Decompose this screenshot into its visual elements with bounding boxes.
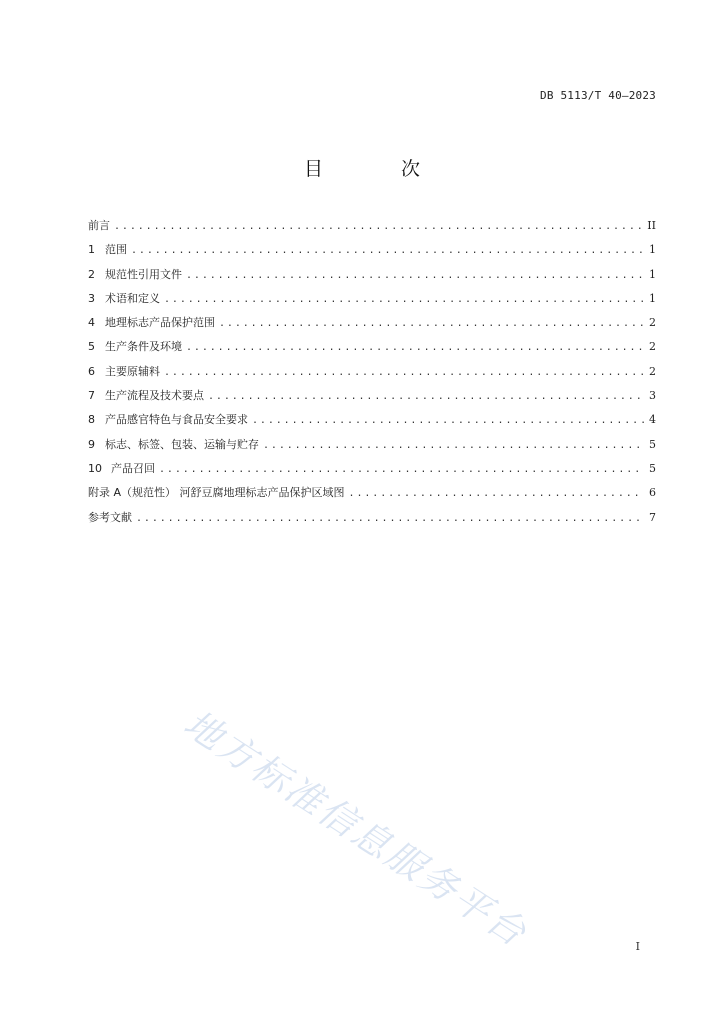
watermark: 地方标准信息服务平台 (176, 701, 536, 956)
toc-entry-number: 6 (88, 364, 95, 378)
toc-entry-7[interactable] (88, 388, 656, 412)
toc-entry-label: 前言 (88, 219, 110, 232)
toc-entry-bibliography[interactable] (88, 510, 656, 534)
toc-entry-page: II (647, 219, 656, 232)
toc-entry-number: 5 (88, 340, 95, 354)
dot-leader (164, 365, 644, 381)
toc-entry-label: 主要原辅料 (105, 364, 160, 378)
toc-title: 目 次 (303, 158, 457, 180)
toc-entry-number: 10 (88, 461, 102, 475)
toc-entry-number: 7 (88, 389, 95, 403)
dot-leader (164, 292, 644, 308)
toc-entry-label: 规范性引用文件 (105, 267, 182, 281)
toc-entry-number: 3 (88, 291, 95, 305)
dot-leader (114, 219, 643, 235)
toc-entry-page: 4 (649, 413, 656, 427)
toc-entry-appendix-a[interactable] (88, 485, 656, 509)
page-number: I (635, 940, 640, 953)
toc-entry-9[interactable] (88, 437, 656, 461)
toc-entry-label: 产品召回 (111, 461, 155, 475)
toc-entry-label: 术语和定义 (105, 291, 160, 305)
toc-entry-page: 1 (649, 267, 656, 281)
toc-entry-page: 2 (649, 340, 656, 354)
toc-entry-label: 地理标志产品保护范围 (105, 316, 215, 330)
toc-entry-label: 产品感官特色与食品安全要求 (105, 413, 248, 427)
toc-entry-page: 2 (649, 316, 656, 330)
dot-leader (131, 243, 644, 259)
toc-entry-page: 3 (649, 389, 656, 403)
dot-leader (186, 268, 644, 284)
toc-entry-2[interactable] (88, 267, 656, 291)
toc-entry-number: 1 (88, 243, 95, 257)
dot-leader (349, 486, 644, 502)
toc-entry-8[interactable] (88, 412, 656, 436)
toc-entry-number: 8 (88, 413, 95, 427)
toc-entry-page: 7 (649, 510, 656, 524)
toc-entry-number: 4 (88, 316, 95, 330)
dot-leader (252, 413, 644, 429)
toc-entry-3[interactable] (88, 291, 656, 315)
dot-leader (219, 316, 644, 332)
toc-entry-label: 生产条件及环境 (105, 340, 182, 354)
document-code: DB 5113/T 40—2023 (540, 89, 656, 102)
toc-entry-label: 附录 A（规范性） 河舒豆腐地理标志产品保护区域图 (88, 486, 345, 500)
toc-entry-10[interactable] (88, 461, 656, 485)
toc-entry-foreword[interactable] (88, 218, 656, 242)
toc-entry-number: 9 (88, 437, 95, 451)
toc-entry-4[interactable] (88, 315, 656, 339)
table-of-contents (88, 218, 656, 534)
toc-entry-page: 1 (649, 243, 656, 257)
toc-entry-page: 2 (649, 364, 656, 378)
toc-entry-page: 6 (649, 486, 656, 500)
dot-leader (159, 462, 644, 478)
toc-entry-label: 范围 (105, 243, 127, 257)
toc-entry-page: 5 (649, 461, 656, 475)
dot-leader (186, 340, 644, 356)
toc-entry-number: 2 (88, 267, 95, 281)
toc-entry-page: 1 (649, 291, 656, 305)
dot-leader (136, 511, 644, 527)
toc-entry-label: 生产流程及技术要点 (105, 389, 204, 403)
toc-entry-1[interactable] (88, 242, 656, 266)
toc-entry-label: 参考文献 (88, 510, 132, 524)
toc-entry-page: 5 (649, 437, 656, 451)
toc-entry-label: 标志、标签、包装、运输与贮存 (105, 437, 259, 451)
toc-entry-5[interactable] (88, 339, 656, 363)
dot-leader (208, 389, 644, 405)
dot-leader (263, 438, 644, 454)
toc-entry-6[interactable] (88, 364, 656, 388)
